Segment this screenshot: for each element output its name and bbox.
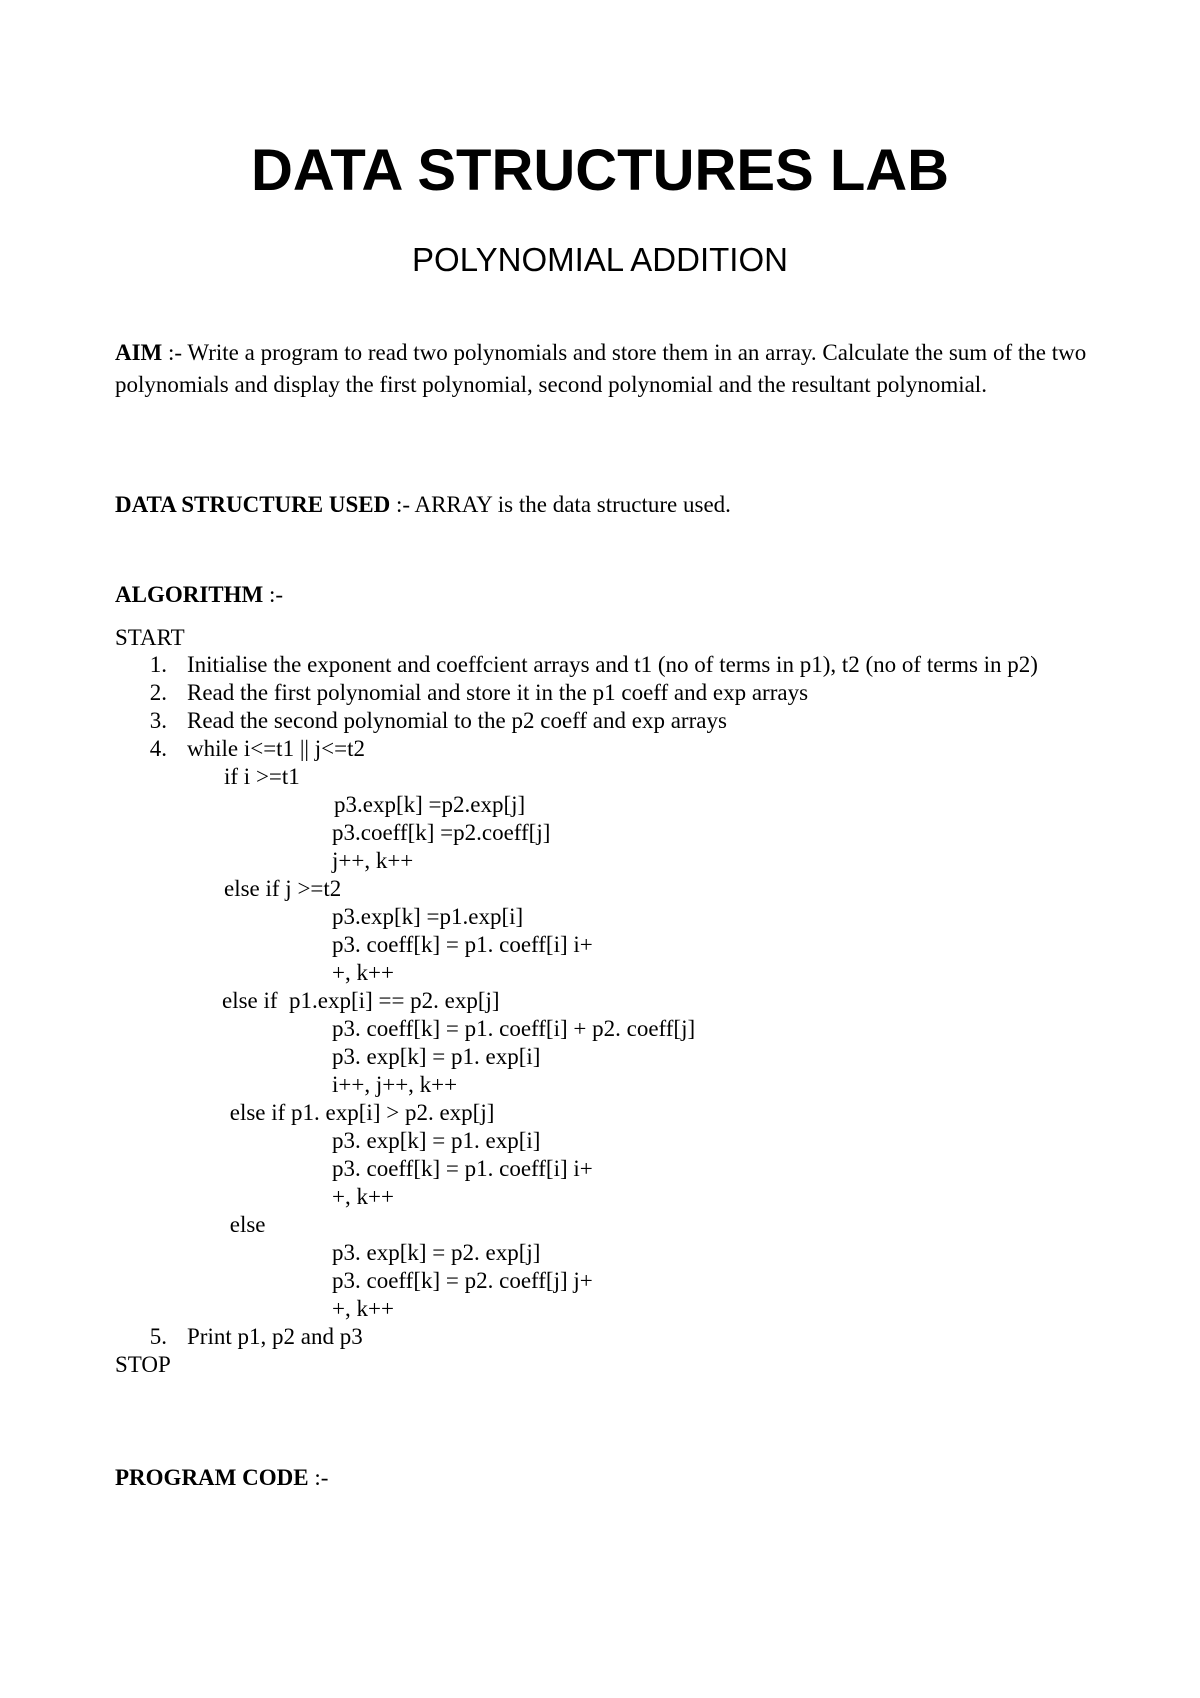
algorithm-line: +, k++ [332, 960, 394, 985]
algorithm-label: ALGORITHM [115, 582, 264, 607]
aim-separator: :- [162, 340, 188, 365]
algorithm-line: else if p1. exp[i] > p2. exp[j] [224, 1100, 495, 1125]
algorithm-line: else if p1.exp[i] == p2. exp[j] [222, 988, 500, 1013]
algorithm-stop: STOP [115, 1352, 171, 1377]
algorithm-line: +, k++ [332, 1296, 394, 1321]
step-number: 5. [149, 1324, 167, 1349]
algorithm-line: i++, j++, k++ [332, 1072, 458, 1097]
algorithm-line: else [224, 1212, 266, 1237]
program-code-label: PROGRAM CODE [115, 1465, 309, 1490]
aim-text: Write a program to read two polynomials and store them in an array. Calculate the sum of the two polynomials and display the first polynomial, second polynomial and the resultant polynomial. [115, 340, 1087, 397]
page-subtitle: POLYNOMIAL ADDITION [412, 241, 788, 278]
step-text: while i<=t1 || j<=t2 [187, 736, 366, 761]
step-text: Print p1, p2 and p3 [187, 1324, 363, 1349]
step-number: 1. [149, 652, 167, 677]
program-code-heading [115, 1463, 1115, 1493]
algorithm-line: if i >=t1 [224, 764, 300, 789]
algorithm-separator: :- [263, 582, 284, 607]
step-number: 2. [149, 680, 167, 705]
algorithm-line: +, k++ [332, 1184, 394, 1209]
algorithm-start: START [115, 625, 185, 650]
algorithm-line: p3. coeff[k] = p1. coeff[i] + p2. coeff[j] [332, 1016, 696, 1041]
algorithm-line: j++, k++ [332, 848, 414, 873]
algorithm-line: p3. coeff[k] = p2. coeff[j] j+ [332, 1268, 593, 1293]
step-number: 4. [149, 736, 167, 761]
algorithm-line: p3. coeff[k] = p1. coeff[i] i+ [332, 932, 593, 957]
algorithm-line: p3.exp[k] =p1.exp[i] [332, 904, 524, 929]
data-structure-text: :- ARRAY is the data structure used. [390, 492, 731, 517]
algorithm-line: p3. exp[k] = p1. exp[i] [332, 1128, 541, 1153]
algorithm-line: p3.exp[k] =p2.exp[j] [334, 792, 526, 817]
algorithm-line: p3. exp[k] = p1. exp[i] [332, 1044, 541, 1069]
step-text: Read the second polynomial to the p2 coeff and exp arrays [187, 708, 727, 733]
step-text: Initialise the exponent and coeffcient arrays and t1 (no of terms in p1), t2 (no of terms in p2) [187, 652, 1038, 677]
page-title: DATA STRUCTURES LAB [250, 138, 950, 203]
program-code-separator: :- [308, 1465, 329, 1490]
aim-label: AIM [115, 340, 163, 365]
algorithm-line: p3.coeff[k] =p2.coeff[j] [332, 820, 551, 845]
algorithm-line: p3. exp[k] = p2. exp[j] [332, 1240, 541, 1265]
step-text: Read the first polynomial and store it in the p1 coeff and exp arrays [187, 680, 809, 705]
algorithm-line: else if j >=t2 [224, 876, 342, 901]
algorithm-line: p3. coeff[k] = p1. coeff[i] i+ [332, 1156, 593, 1181]
data-structure-label: DATA STRUCTURE USED [115, 492, 391, 517]
step-number: 3. [149, 708, 167, 733]
